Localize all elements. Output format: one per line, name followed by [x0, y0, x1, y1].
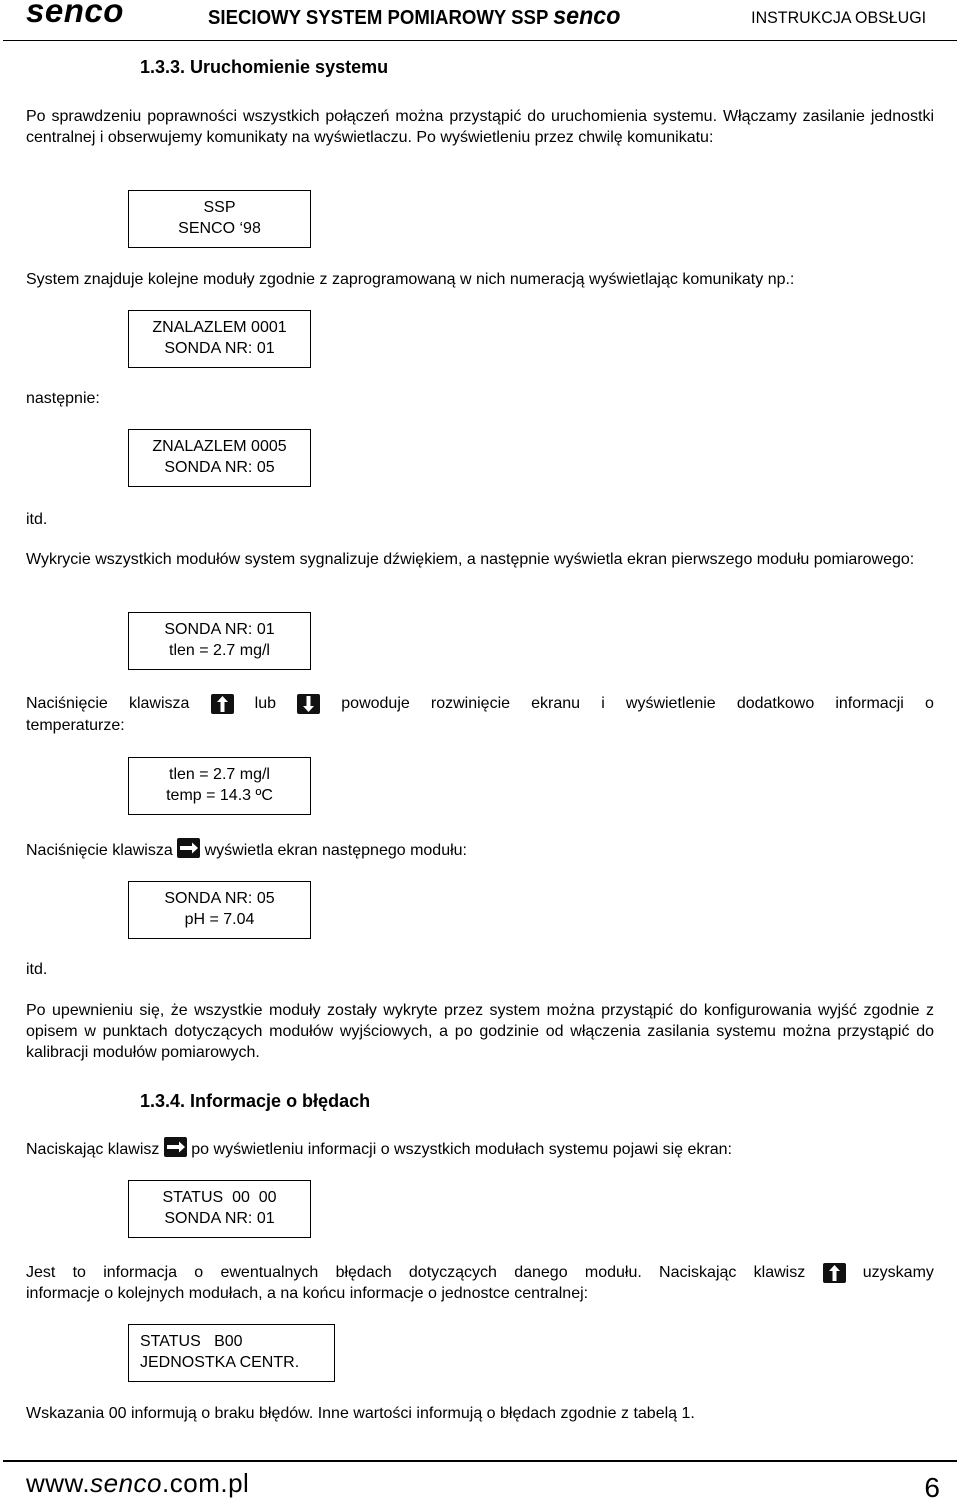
paragraph-errors-intro: Naciskając klawisz po wyświetleniu informacji o wszystkich modułach systemu pojawi się ekran: [26, 1137, 732, 1160]
header-divider [3, 40, 957, 41]
display-box-status-module: STATUS 00 00 SONDA NR: 01 [128, 1180, 311, 1238]
arrow-up-key-icon [211, 694, 234, 714]
display-box-found-0005: ZNALAZLEM 0005 SONDA NR: 05 [128, 429, 311, 487]
display-box-probe-01: SONDA NR: 01 tlen = 2.7 mg/l [128, 612, 311, 670]
text-next-modules: informacje o kolejnych modułach, a na końcu informacje o jednostce centralnej: [26, 1285, 589, 1302]
text-etc-2: itd. [26, 961, 48, 978]
senco-logo: senco [26, 0, 124, 29]
text-temperature: temperaturze: [26, 717, 125, 734]
section-heading-errors: 1.3.4. Informacje o błędach [140, 1091, 371, 1111]
section-heading-startup: 1.3.3. Uruchomienie systemu [140, 57, 389, 77]
display-box-ssp: SSP SENCO ‘98 [128, 190, 311, 248]
manual-label: INSTRUKCJA OBSŁUGI [751, 8, 926, 27]
paragraph-enter-key: Naciśnięcie klawisza wyświetla ekran następnego modułu: [26, 838, 467, 861]
arrow-right-key-icon [177, 838, 200, 858]
text-etc-1: itd. [26, 511, 48, 528]
paragraph-status-info: Jest to informacja o ewentualnych błędach dotyczących danego modułu. Naciskając klawisz uzyskamy [26, 1264, 934, 1281]
title-brand: senco [553, 2, 621, 30]
paragraph-startup-intro: Po sprawdzeniu poprawności wszystkich połączeń można przystąpić do uruchomienia systemu. Włączamy zasilanie jednostki centralnej i obserwujemy komunikaty na wyświetlaczu. Po wyświetleniu przez chwilę komunikatu: [26, 108, 934, 146]
arrow-right-key-icon [164, 1137, 187, 1157]
display-box-probe-05: SONDA NR: 05 pH = 7.04 [128, 881, 311, 939]
page-number: 6 [924, 1472, 940, 1503]
website-link[interactable]: www.senco.com.pl [26, 1468, 250, 1498]
paragraph-all-detected: Wykrycie wszystkich modułów system sygnalizuje dźwiękiem, a następnie wyświetla ekran pierwszego modułu pomiarowego: [26, 551, 915, 568]
arrow-down-key-icon [297, 694, 320, 714]
display-box-oxygen-temp: tlen = 2.7 mg/l temp = 14.3 ºC [128, 757, 311, 815]
display-box-status-central: STATUS B00 JEDNOSTKA CENTR. [128, 1324, 335, 1382]
paragraph-after-detection: Po upewnieniu się, że wszystkie moduły zostały wykryte przez system można przystąpić do konfigurowania wyjść zgodnie z opisem w punktach dotyczących modułów wyjściowych, a po godzinie od włączenia zasilania systemu można przystąpić do kalibracji modułów pomiarowych. [26, 1002, 934, 1061]
paragraph-status-meaning: Wskazania 00 informują o braku błędów. Inne wartości informują o błędach zgodnie z tabelą 1. [26, 1405, 695, 1422]
display-box-found-0001: ZNALAZLEM 0001 SONDA NR: 01 [128, 310, 311, 368]
paragraph-updown-keys: Naciśnięcie klawisza lub powoduje rozwinięcie ekranu i wyświetlenie dodatkowo informacji o [26, 695, 934, 712]
paragraph-module-discovery: System znajduje kolejne moduły zgodnie z zaprogramowaną w nich numeracją wyświetlając komunikaty np.: [26, 271, 795, 288]
footer-divider [3, 1460, 957, 1462]
text-next: następnie: [26, 390, 100, 407]
arrow-up-key-icon [823, 1263, 846, 1283]
document-title: SIECIOWY SYSTEM POMIAROWY SSP senco [208, 2, 621, 30]
